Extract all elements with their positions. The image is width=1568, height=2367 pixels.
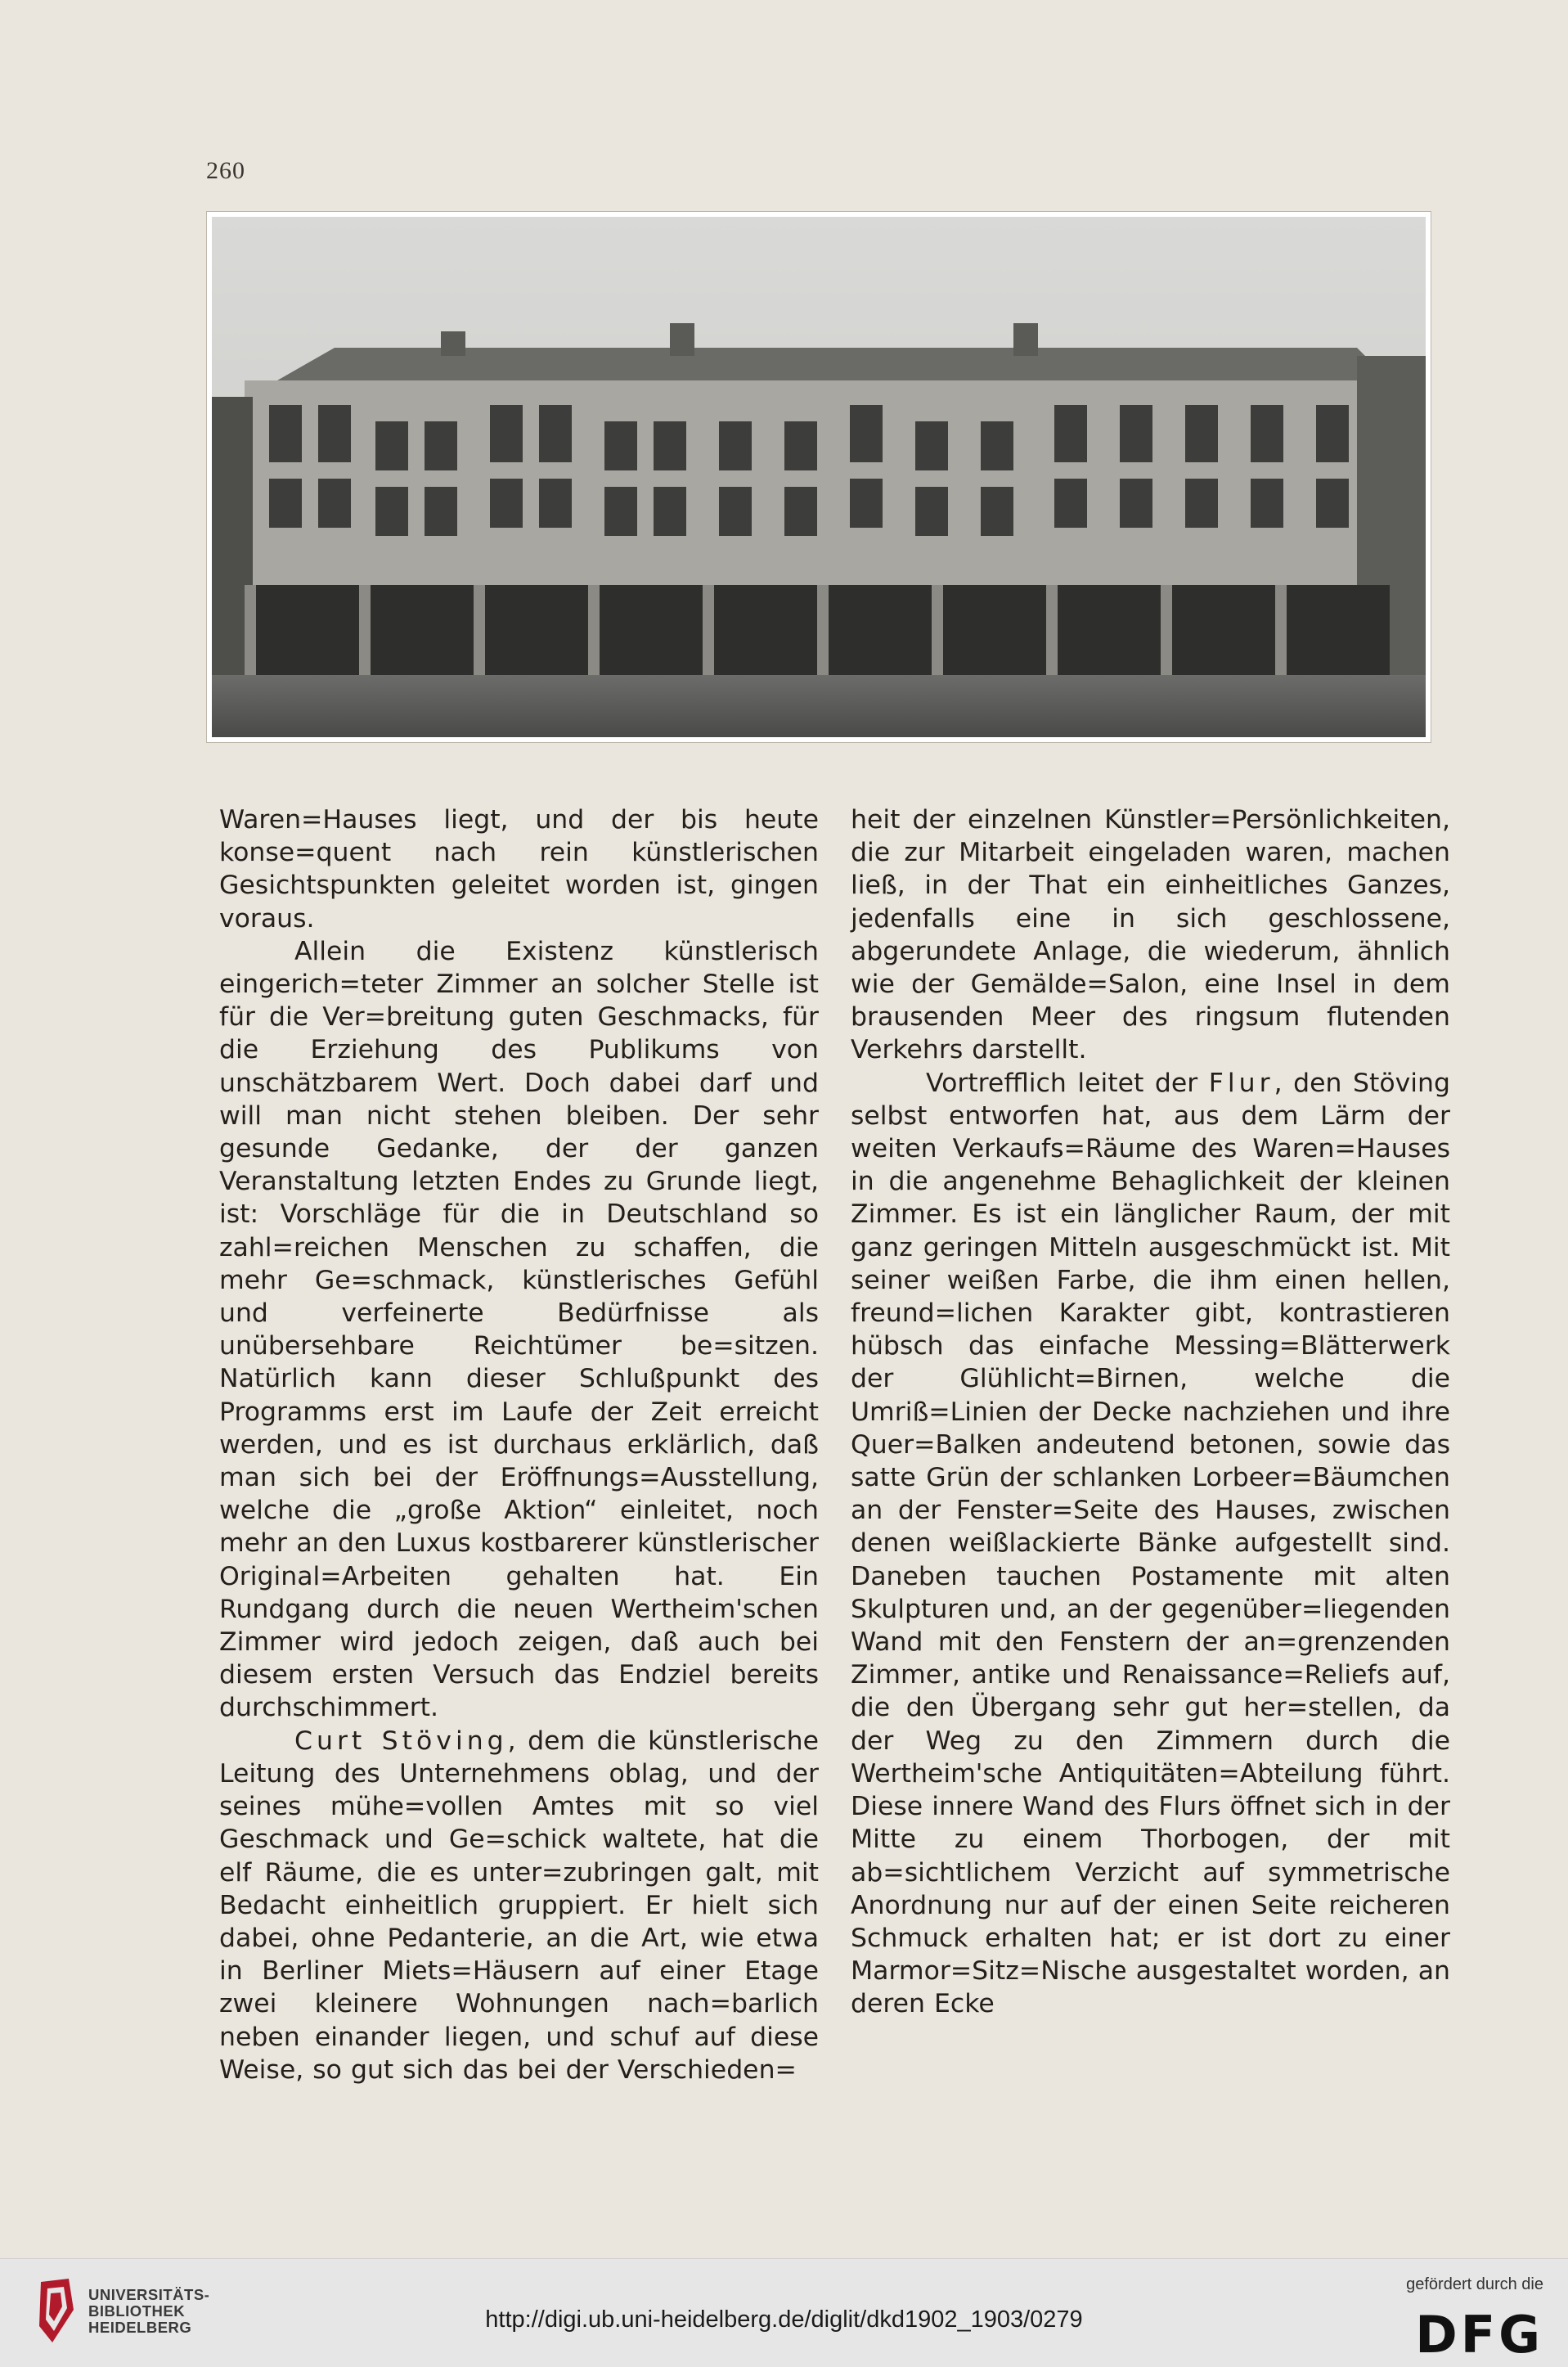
library-name: UNIVERSITÄTS- BIBLIOTHEK HEIDELBERG	[88, 2286, 210, 2336]
source-url-link[interactable]: http://digi.ub.uni-heidelberg.de/diglit/dkd1902_1903/0279	[485, 2306, 1083, 2333]
emphasized-term: Flur	[1208, 1068, 1274, 1098]
dfg-logo: DFG	[1415, 2305, 1543, 2365]
paragraph: Waren=Hauses liegt, und der bis heute konse=quent nach rein künstlerischen Gesichtspunkten geleitet worden ist, gingen voraus.	[219, 805, 819, 934]
building-facade-image	[212, 217, 1426, 737]
digitization-footer	[0, 2258, 1568, 2367]
text-column-right	[851, 803, 1450, 2021]
paragraph: Curt Stöving, dem die künstlerische Leitung des Unternehmens oblag, und der seines mühe=vollen Amtes mit so viel Geschmack und Ge=schick waltete, hat die elf Räume, die es unter=zubringen galt, mit Bedacht einheitlich gruppiert. Er hielt sich dabei, ohne Pedanterie, an die Art, wie etwa in Berliner Miets=Häusern auf einer Etage zwei kleinere Wohnungen nach=barlich neben einander liegen, und schuf auf diese Weise, so gut sich das bei der Verschieden=	[219, 1726, 819, 2085]
paragraph: Vortrefflich leitet der Flur, den Stöving selbst entworfen hat, aus dem Lärm der weiten Verkaufs=Räume des Waren=Hauses in die angenehme Behaglichkeit der kleinen Zimmer. Es ist ein länglicher Raum, der mit ganz geringen Mitteln ausgeschmückt ist. Mit seiner weißen Farbe, die ihm einen hellen, freund=lichen Karakter gibt, kontrastieren hübsch das einfache Messing=Blätterwerk der Glühlicht=Birnen, welche die Umriß=Linien der Decke nachziehen und ihre Quer=Balken andeutend betonen, sowie das satte Grün der schlanken Lorbeer=Bäumchen an der Fenster=Seite des Hauses, zwischen denen weißlackierte Bänke aufgestellt sind. Daneben tauchen Postamente mit alten Skulpturen und, an der gegenüber=liegenden Wand mit den Fenstern der an=grenzenden Zimmer, antike und Renaissance=Reliefs auf, die den Übergang sehr gut her=stellen, da der Weg zu den Zimmern durch die Wertheim'sche Antiquitäten=Abteilung führt. Diese innere Wand des Flurs öffnet sich in der Mitte zu einem Thorbogen, der mit ab=sichtlichem Verzicht auf symmetrische Anordnung nur auf der einen Seite reicheren Schmuck erhalten hat; er ist dort zu einer Marmor=Sitz=Nische ausgestaltet worden, an deren Ecke	[851, 1068, 1450, 2019]
funding-note: gefördert durch die	[1406, 2275, 1543, 2293]
page-number: 260	[206, 157, 245, 184]
department-store-photograph	[206, 211, 1431, 743]
paragraph: heit der einzelnen Künstler=Persönlichkeiten, die zur Mitarbeit eingeladen waren, machen ließ, in der That ein einheitliches Ganzes, jedenfalls eine in sich geschlossene, abgerundete Anlage, die wiederum, ähnlich wie der Gemälde=Salon, eine Insel in dem brausenden Meer des ringsum flutenden Verkehrs darstellt.	[851, 805, 1450, 1065]
text-column-left	[219, 803, 819, 2086]
paragraph: Allein die Existenz künstlerisch eingerich=teter Zimmer an solcher Stelle ist für die Ver=breitung guten Geschmacks, für die Erziehung des Publikums von unschätzbarem Wert. Doch dabei darf und will man nicht stehen bleiben. Der sehr gesunde Gedanke, der der ganzen Veranstaltung letzten Endes zu Grunde liegt, ist: Vorschläge für die in Deutschland so zahl=reichen Menschen zu schaffen, die mehr Ge=schmack, künstlerisches Gefühl und verfeinerte Bedürfnisse als unübersehbare Reichtümer be=sitzen. Natürlich kann dieser Schlußpunkt des Programms erst im Laufe der Zeit erreicht werden, und es ist durchaus erklärlich, daß man sich bei der Eröffnungs=Ausstellung, welche die „große Aktion“ einleitet, noch mehr an den Luxus kostbarerer künstlerischer Original=Arbeiten gehalten hat. Ein Rundgang durch die neuen Wertheim'schen Zimmer wird jedoch zeigen, daß auch bei diesem ersten Versuch das Endziel bereits durchschimmert.	[219, 936, 819, 1723]
person-name: Curt Stöving	[294, 1726, 508, 1756]
